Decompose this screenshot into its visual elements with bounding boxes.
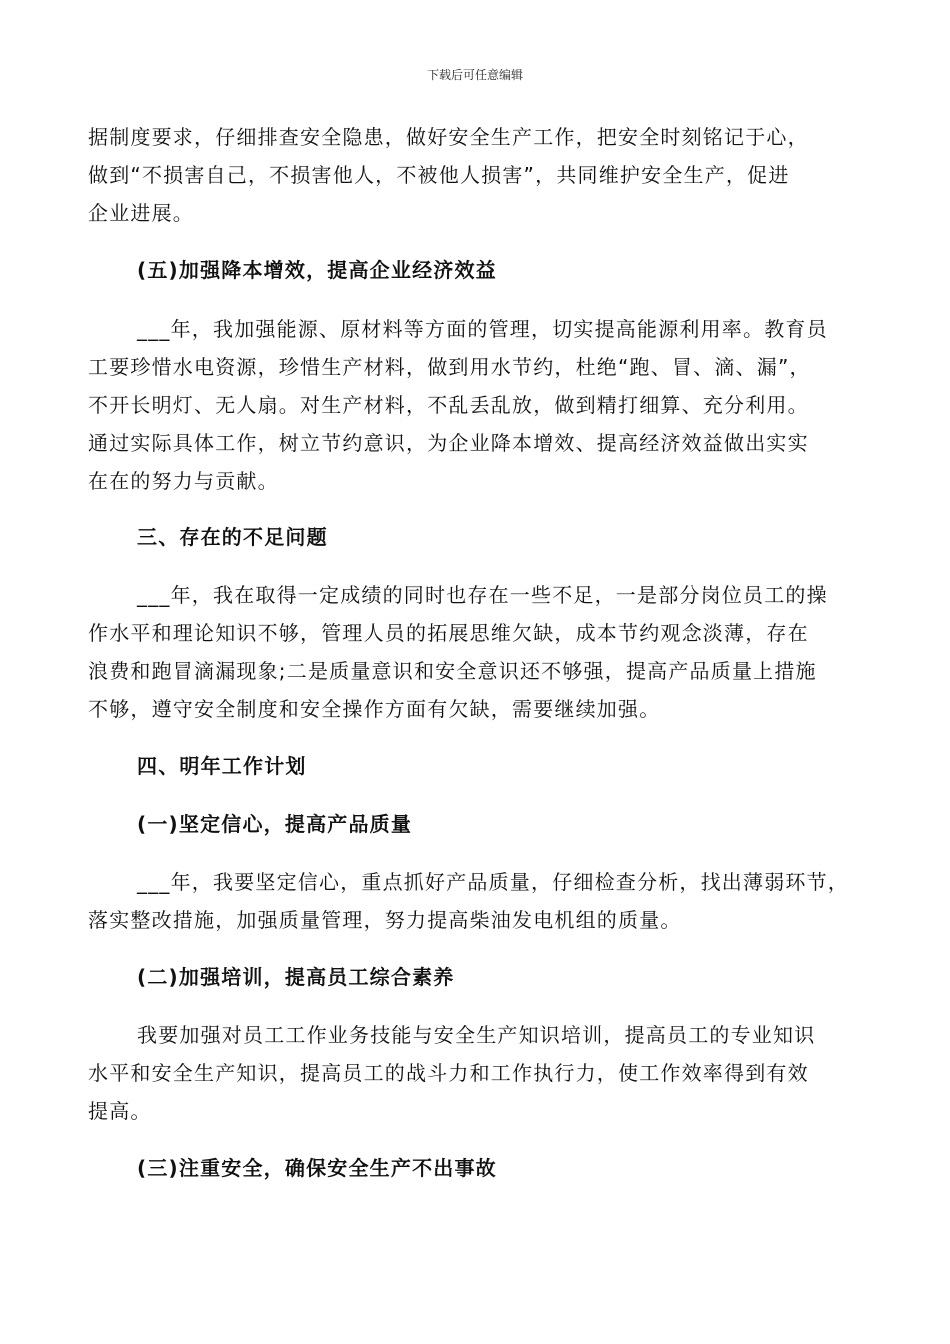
paragraph-line: ___年，我在取得一定成绩的同时也存在一些不足，一是部分岗位员工的操 bbox=[137, 583, 828, 607]
paragraph-line: 我要加强对员工工作业务技能与安全生产知识培训，提高员工的专业知识 bbox=[137, 1023, 816, 1047]
section-heading-shortcomings bbox=[88, 518, 878, 556]
paragraph-quality bbox=[88, 863, 878, 939]
page-header: 下载后可任意编辑 bbox=[426, 68, 523, 82]
section-heading: 三、存在的不足问题 bbox=[137, 525, 328, 549]
paragraph-line: 水平和安全生产知识，提高员工的战斗力和工作执行力，使工作效率得到有效 bbox=[88, 1061, 809, 1085]
section-heading-5 bbox=[88, 251, 878, 289]
paragraph-line: 提高。 bbox=[88, 1099, 152, 1123]
paragraph-line: 落实整改措施，加强质量管理，努力提高柴油发电机组的质量。 bbox=[88, 908, 682, 932]
section-heading: (五)加强降本增效，提高企业经济效益 bbox=[137, 258, 497, 282]
paragraph-line: 企业进展。 bbox=[88, 201, 194, 225]
section-heading-2 bbox=[88, 958, 878, 996]
paragraph-line: 据制度要求，仔细排查安全隐患，做好安全生产工作，把安全时刻铭记于心， bbox=[88, 125, 809, 149]
paragraph-safety-continuation bbox=[88, 118, 878, 232]
paragraph-line: 通过实际具体工作，树立节约意识，为企业降本增效、提高经济效益做出实实 bbox=[88, 431, 809, 455]
paragraph-line: 浪费和跑冒滴漏现象;二是质量意识和安全意识还不够强，提高产品质量上措施 bbox=[88, 659, 817, 683]
section-heading-plan bbox=[88, 747, 878, 785]
section-heading-1 bbox=[88, 805, 878, 843]
paragraph-line: 不够，遵守安全制度和安全操作方面有欠缺，需要继续加强。 bbox=[88, 697, 661, 721]
paragraph-line: 在在的努力与贡献。 bbox=[88, 469, 279, 493]
section-heading: (三)注重安全，确保安全生产不出事故 bbox=[137, 1156, 497, 1180]
paragraph-line: 不开长明灯、无人扇。对生产材料，不乱丢乱放，做到精打细算、充分利用。 bbox=[88, 393, 809, 417]
paragraph-cost-efficiency bbox=[88, 310, 878, 500]
paragraph-line: ___年，我加强能源、原材料等方面的管理，切实提高能源利用率。教育员 bbox=[137, 317, 828, 341]
paragraph-line: 工要珍惜水电资源，珍惜生产材料，做到用水节约，杜绝“跑、冒、滴、漏”， bbox=[88, 355, 811, 379]
paragraph-training bbox=[88, 1016, 878, 1130]
section-heading-3 bbox=[88, 1149, 878, 1187]
section-heading: (二)加强培训，提高员工综合素养 bbox=[137, 965, 455, 989]
paragraph-shortcomings bbox=[88, 576, 878, 728]
paragraph-line: 作水平和理论知识不够，管理人员的拓展思维欠缺，成本节约观念淡薄，存在 bbox=[88, 621, 809, 645]
paragraph-line: 做到“不损害自己，不损害他人，不被他人损害”，共同维护安全生产，促进 bbox=[88, 163, 790, 187]
section-heading: 四、明年工作计划 bbox=[137, 754, 307, 778]
section-heading: (一)坚定信心，提高产品质量 bbox=[137, 812, 413, 836]
paragraph-line: ___年，我要坚定信心，重点抓好产品质量，仔细检查分析，找出薄弱环节， bbox=[137, 870, 849, 894]
